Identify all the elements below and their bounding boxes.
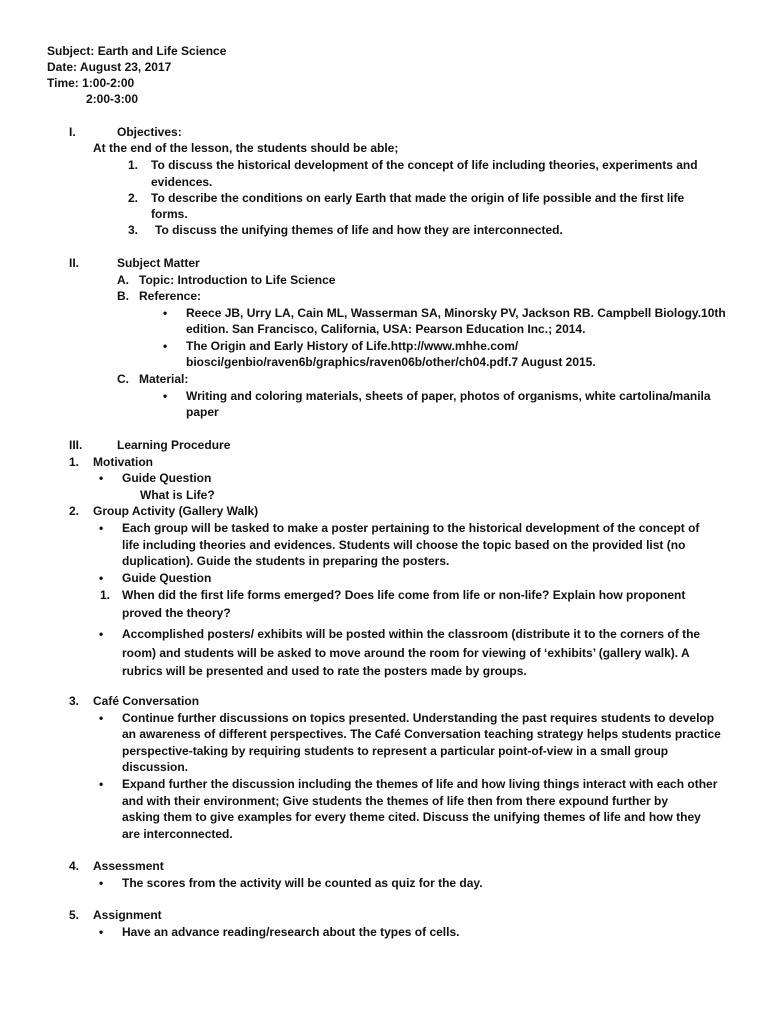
objectives-intro: At the end of the lesson, the students should be able; bbox=[93, 141, 399, 155]
bullet-icon: • bbox=[99, 471, 104, 485]
assignment-text: Have an advance reading/research about the types of cells. bbox=[122, 925, 460, 939]
bullet-icon: • bbox=[99, 627, 104, 641]
bullet-icon: • bbox=[99, 711, 104, 725]
guide-question-label: Guide Question bbox=[122, 571, 212, 585]
group-activity-text: life including theories and evidences. Students will choose the topic based on the provided list (no bbox=[122, 538, 686, 552]
guide-question-text: When did the first life forms emerged? Does life come from life or non-life? Explain how proponent bbox=[122, 588, 686, 602]
group-activity-text: room) and students will be asked to move around the room for viewing of ‘exhibits’ (gallery walk). A bbox=[122, 646, 690, 660]
cafe-text: Continue further discussions on topics presented. Understanding the past requires students to develop bbox=[122, 711, 715, 725]
bullet-icon: • bbox=[99, 925, 104, 939]
reference-item-cont: biosci/genbio/raven6b/graphics/raven06b/other/ch04.pdf.7 August 2015. bbox=[186, 355, 596, 369]
motivation-number: 1. bbox=[69, 455, 80, 469]
objective-number: 2. bbox=[128, 191, 139, 205]
guide-question-text: proved the theory? bbox=[122, 606, 231, 620]
group-activity-text: Accomplished posters/ exhibits will be posted within the classroom (distribute it to the corners of the bbox=[122, 627, 701, 641]
learning-procedure-heading: Learning Procedure bbox=[117, 438, 231, 452]
motivation-bullet: Guide Question bbox=[122, 471, 212, 485]
subject-matter-heading: Subject Matter bbox=[117, 256, 200, 270]
topic-text: Topic: Introduction to Life Science bbox=[139, 273, 336, 287]
cafe-text: discussion. bbox=[122, 760, 189, 774]
assignment-title: Assignment bbox=[93, 908, 162, 922]
learning-procedure-numeral: III. bbox=[69, 438, 83, 452]
group-activity-text: duplication). Guide the students in preparing the posters. bbox=[122, 554, 450, 568]
date-line bbox=[47, 59, 171, 76]
subject-matter-numeral: II. bbox=[69, 256, 80, 270]
cafe-text: asking them to give examples for every theme cited. Discuss the unifying themes of life and how they bbox=[122, 810, 701, 824]
material-letter: C. bbox=[117, 372, 129, 386]
reference-letter: B. bbox=[117, 289, 129, 303]
bullet-icon: • bbox=[99, 571, 104, 585]
cafe-text: Expand further the discussion including the themes of life and how living things interact with each other bbox=[122, 777, 718, 791]
group-activity-text: Each group will be tasked to make a poster pertaining to the historical development of the concept of bbox=[122, 521, 700, 535]
assessment-title: Assessment bbox=[93, 859, 164, 873]
objective-number: 3. bbox=[128, 223, 139, 237]
time-value-2: 2:00-3:00 bbox=[86, 92, 139, 106]
group-activity-number: 2. bbox=[69, 504, 80, 518]
group-activity-title: Group Activity (Gallery Walk) bbox=[93, 504, 259, 518]
objective-text: To describe the conditions on early Earth that made the origin of life possible and the first life bbox=[151, 191, 685, 205]
motivation-question: What is Life? bbox=[140, 488, 215, 502]
material-text: Writing and coloring materials, sheets of paper, photos of organisms, white cartolina/manila bbox=[186, 389, 711, 403]
bullet-icon: • bbox=[163, 339, 168, 353]
objectives-heading: Objectives: bbox=[117, 125, 182, 139]
subject-label: Subject: bbox=[47, 44, 95, 58]
assessment-text: The scores from the activity will be counted as quiz for the day. bbox=[122, 876, 483, 890]
objective-number: 1. bbox=[128, 158, 139, 172]
cafe-text: are interconnected. bbox=[122, 827, 233, 841]
date-value: August 23, 2017 bbox=[79, 60, 172, 74]
reference-heading: Reference: bbox=[139, 289, 202, 303]
cafe-title: Café Conversation bbox=[93, 694, 200, 708]
assignment-number: 5. bbox=[69, 908, 80, 922]
bullet-icon: • bbox=[163, 306, 168, 320]
cafe-number: 3. bbox=[69, 694, 80, 708]
reference-item-cont: edition. San Francisco, California, USA: Pearson Education Inc.; 2014. bbox=[186, 322, 586, 336]
objective-text-cont: evidences. bbox=[151, 175, 213, 189]
cafe-text: perspective-taking by requiring students to represent a particular point-of-view in a small group bbox=[122, 744, 669, 758]
date-label: Date: bbox=[47, 60, 78, 74]
motivation-title: Motivation bbox=[93, 455, 153, 469]
reference-item: The Origin and Early History of Life.http://www.mhhe.com/ bbox=[186, 339, 519, 353]
material-heading: Material: bbox=[139, 372, 189, 386]
assessment-number: 4. bbox=[69, 859, 80, 873]
bullet-icon: • bbox=[163, 389, 168, 403]
cafe-text: and with their environment; Give students the themes of life then from there expound further by bbox=[122, 794, 669, 808]
bullet-icon: • bbox=[99, 777, 104, 791]
bullet-icon: • bbox=[99, 521, 104, 535]
subject-line bbox=[47, 43, 226, 60]
bullet-icon: • bbox=[99, 876, 104, 890]
cafe-text: an awareness of different perspectives. The Café Conversation teaching strategy helps students practice bbox=[122, 727, 721, 741]
material-text-cont: paper bbox=[186, 405, 219, 419]
objective-text-cont: forms. bbox=[151, 207, 188, 221]
subject-value: Earth and Life Science bbox=[97, 44, 227, 58]
time-label: Time: bbox=[47, 76, 79, 90]
objective-text: To discuss the historical development of the concept of life including theories, experiments and bbox=[151, 158, 698, 172]
objective-text: To discuss the unifying themes of life and how they are interconnected. bbox=[155, 223, 563, 237]
reference-item: Reece JB, Urry LA, Cain ML, Wasserman SA, Minorsky PV, Jackson RB. Campbell Biology.10th bbox=[186, 306, 726, 320]
objectives-numeral: I. bbox=[69, 125, 76, 139]
guide-question-number: 1. bbox=[100, 588, 111, 602]
time-value-1: 1:00-2:00 bbox=[82, 76, 135, 90]
group-activity-text: rubrics will be presented and used to rate the posters made by groups. bbox=[122, 664, 527, 678]
topic-letter: A. bbox=[117, 273, 129, 287]
time-line bbox=[47, 75, 134, 92]
